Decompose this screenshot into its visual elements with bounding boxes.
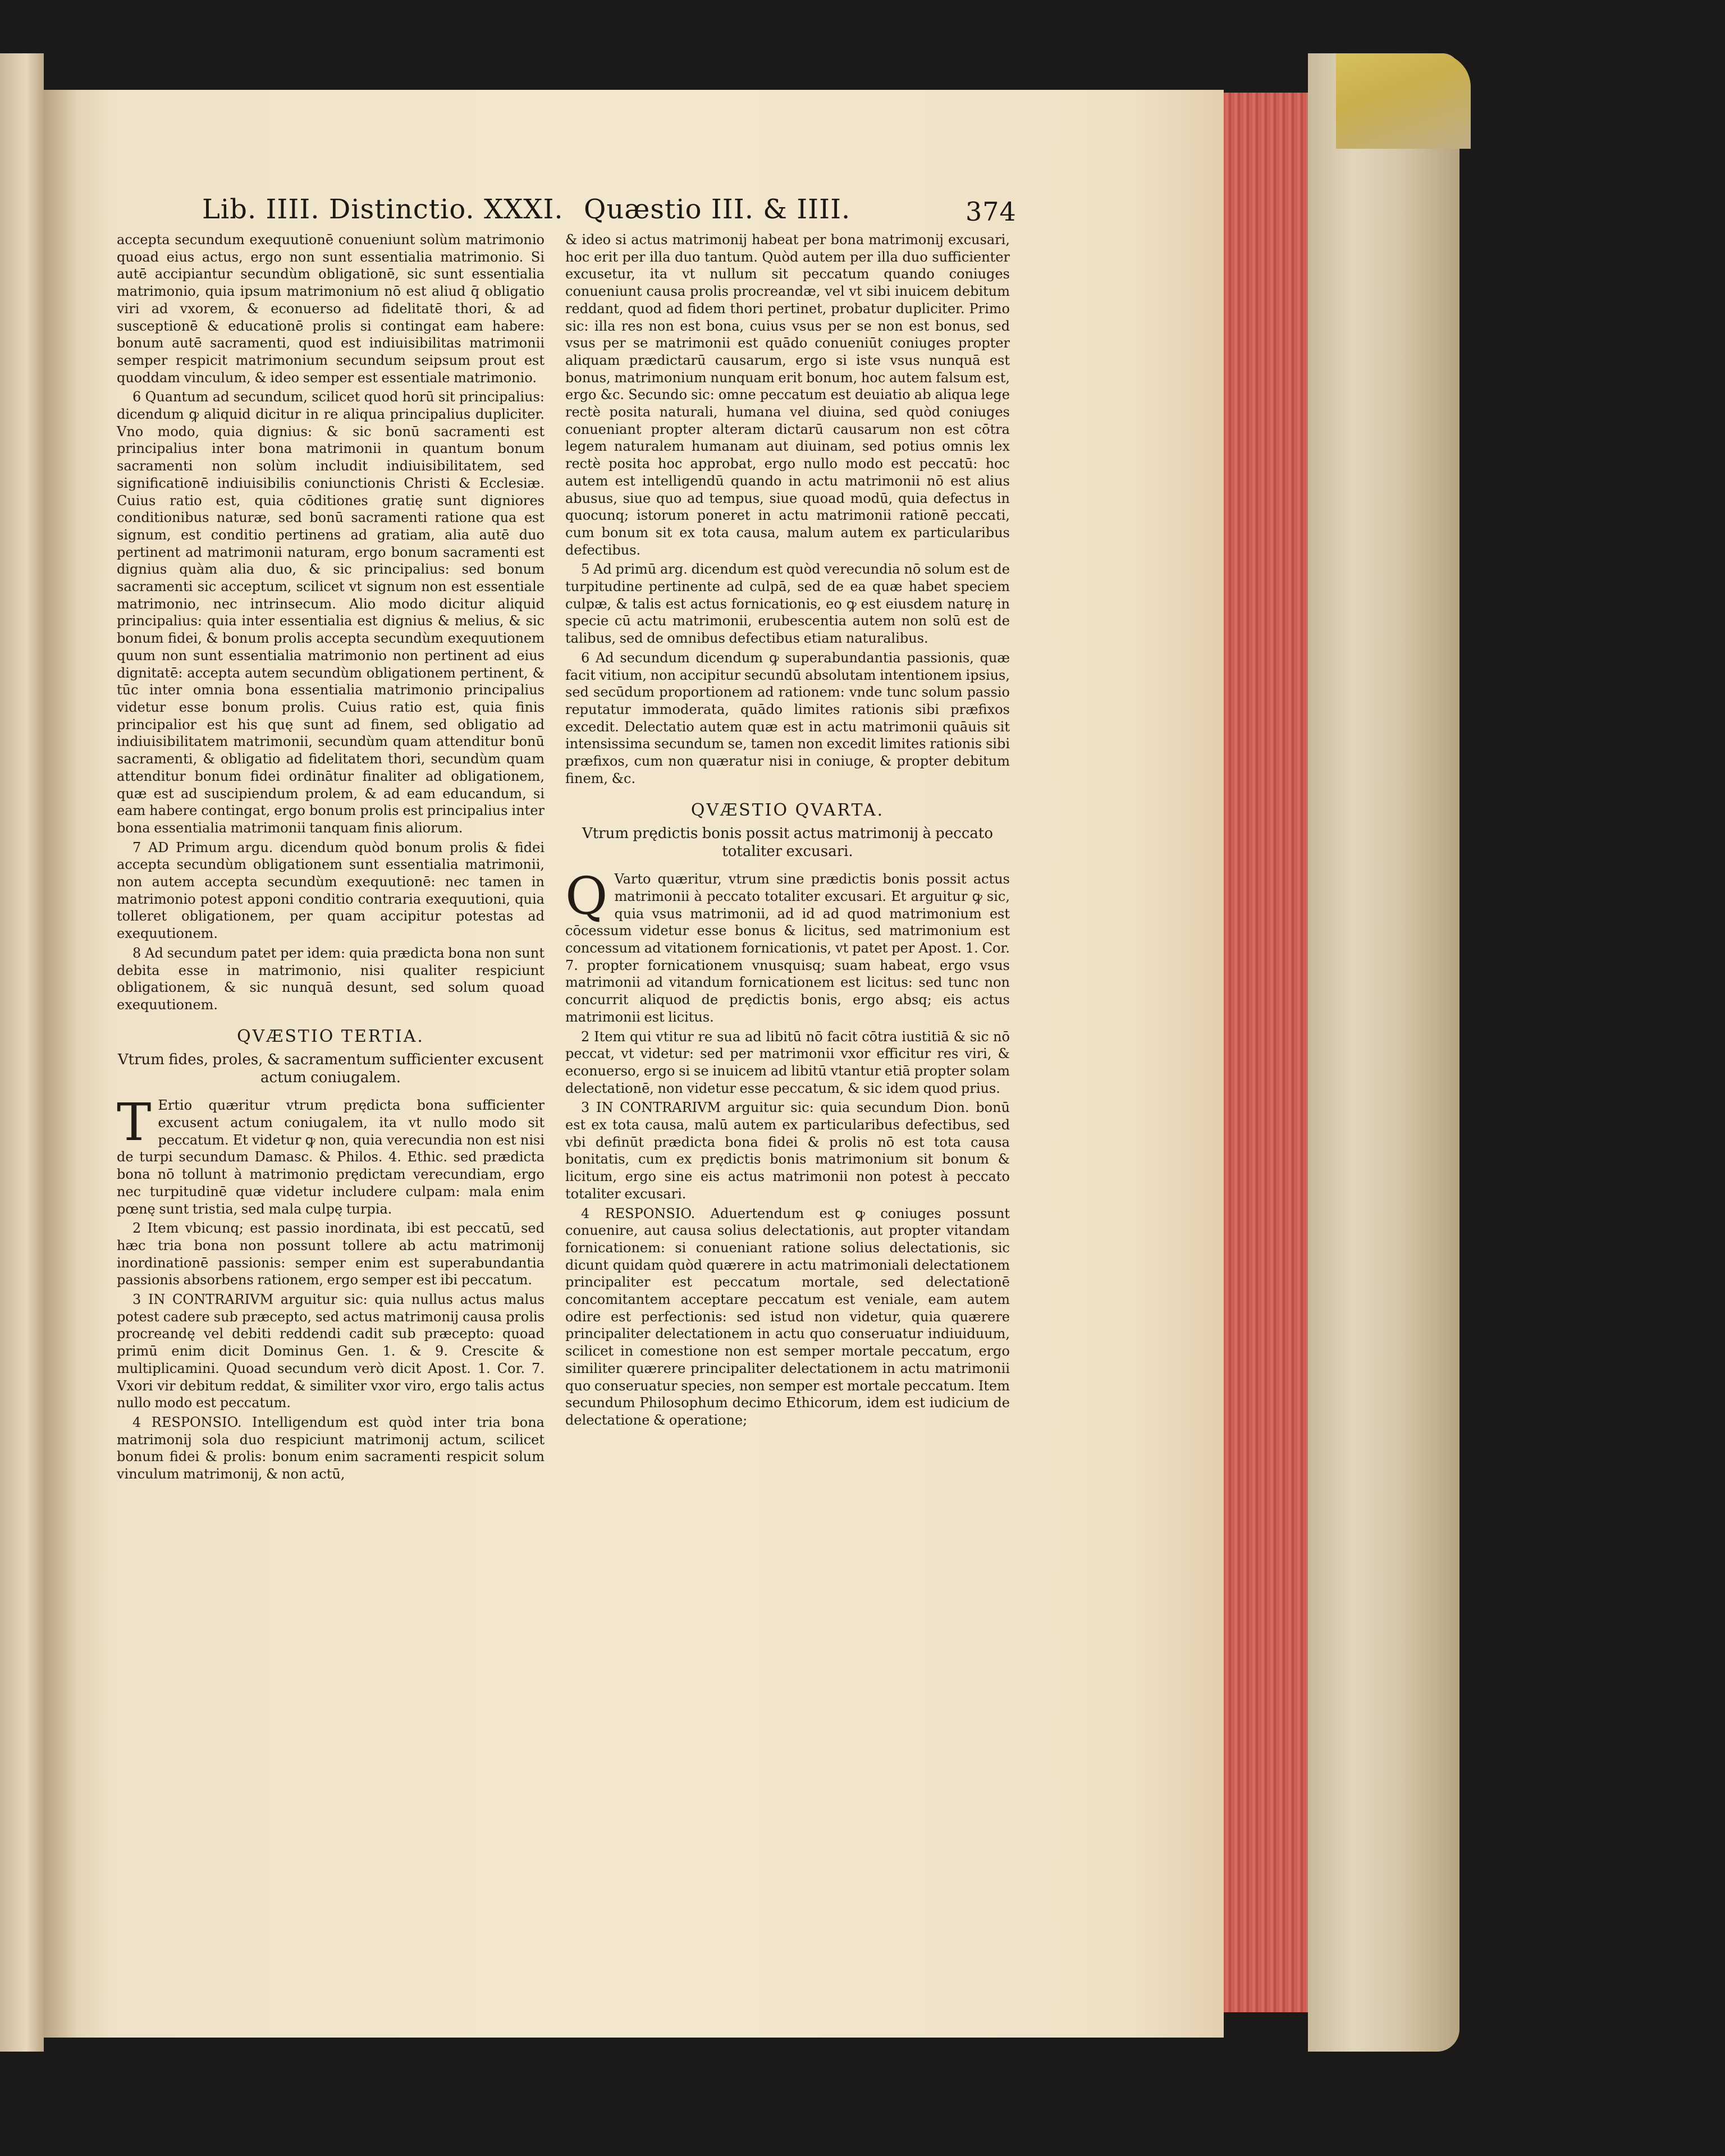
question-title: QVÆSTIO TERTIA. <box>237 1026 424 1046</box>
paragraph: 5 Ad primū arg. dicendum est quòd verecundia nō solum est de turpitudine pertinente ad culpā, sed de ea quæ habet speciem culpæ, & talis est actus fornicationis, eo ꝙ est eiusdem naturę in specie cū actu matrimonii, erubescentia autem non solū est de talibus, sed de omnibus defectibus etiam naturalibus. <box>565 561 1010 647</box>
paragraph: accepta secundum exequutionē conueniunt solùm matrimonio quoad eius actus, ergo non sunt essentialia matrimonio. Si autē accipiantur secundùm obligationē, sic sunt essentialia matrimonio, quia ipsum matrimonium nō est aliud q̄ obligatio viri ad vxorem, & econuerso ad fidelitatē thori, & ad susceptionē & educationē prolis si contingat eam habere: bonum autē sacramenti, quod est indiuisibilitas matrimonii semper respicit matrimonium secundum seipsum prout est quoddam vinculum, & ideo semper est essentiale matrimonio. <box>117 232 545 386</box>
question-subtitle: Vtrum prędictis bonis possit actus matrimonij à peccato totaliter excusari. <box>582 825 994 860</box>
paragraph: 3 IN CONTRARIVM arguitur sic: quia secundum Dion. bonū est ex tota causa, malū autem ex particularibus defectibus, sed vbi definūt prædicta bona fidei & prolis nō est tota causa bonitatis, cum ex prędictis bonis matrimonium sit bonum & licitum, ergo sine eis actus matrimonii non potest à peccato totaliter excusari. <box>565 1100 1010 1202</box>
gutter-shadow <box>44 90 77 2038</box>
left-column <box>117 231 545 1485</box>
facing-page-edge <box>0 53 44 2052</box>
paragraph: 7 AD Primum argu. dicendum quòd bonum prolis & fidei accepta secundùm obligationem sunt essentialia matrimonii, non autem accepta secundùm exequutionē: nec tamen in matrimonio potest apponi conditio contraria exequutioni, quia tolleret obligationem, per quam accipitur potestas ad exequutionem. <box>117 839 545 942</box>
question-title: QVÆSTIO QVARTA. <box>690 800 885 820</box>
paragraph: 2 Item qui vtitur re sua ad libitū nō facit cōtra iustitiā & sic nō peccat, vt videtur: sed per matrimonii vxor efficitur res viri, & econuerso, ergo si se inuicem ad libitū vtantur etiā propter solam delectationē, non videtur esse peccatum, & sic idem quod prius. <box>565 1028 1010 1096</box>
cover-corner <box>1336 53 1471 149</box>
right-column <box>565 231 1010 1431</box>
paragraph: 2 Item vbicunq; est passio inordinata, ibi est peccatū, sed hæc tria bona non possunt tollere ab actu matrimonij inordinationē passionis: semper enim est superabundantia passionis absorbens rationem, ergo semper est ibi peccatum. <box>117 1220 545 1288</box>
running-head-right: Quæstio III. & IIII. <box>584 194 851 225</box>
question-subtitle: Vtrum fides, proles, & sacramentum sufficienter excusent actum coniugalem. <box>117 1051 544 1087</box>
paragraph: & ideo si actus matrimonij habeat per bona matrimonij excusari, hoc erit per illa duo tantum. Quòd autem per illa duo sufficienter excusetur, ita vt nullum sit peccatum quando coniuges conueniunt causa prolis procreandæ, vel vt sibi inuicem debitum reddant, quod ad fidem thori pertinet, probatur dupliciter. Primo sic: illa res non est bona, cuius vsus per se non est bonus, sed vsus per se matrimonii est quādo conueniūt coniuges propter aliquam prædictarū causarum, ergo si iste vsus nunquā est bonus, matrimonium nunquam erit bonum, hoc autem falsum est, ergo &c. Secundo sic: omne peccatum est deuiatio ab aliqua lege rectè posita naturali, humana vel diuina, sed quòd coniuges conueniant propter alteram dictarū causarum non est cōtra legem naturalem humanam aut diuinam, sed potius omnis lex rectè posita hoc approbat, ergo nullo modo est peccatū: hoc autem est intelligendū quando in actu matrimonii nō est alius abusus, siue quo ad tempus, siue quoad modū, quia defectus in quocunq; istorum poneret in actu matrimonii rationē peccati, cum bonum sit ex tota causa, malum autem ex particularibus defectibus. <box>565 232 1010 558</box>
folio-number: 374 <box>966 196 1017 227</box>
paragraph: 4 RESPONSIO. Aduertendum est ꝙ coniuges possunt conuenire, aut causa solius delectationis, aut propter vitandam fornicationem: si conueniant ratione solius delectationis, sic dicunt quidam quòd quærere in actu matrimoniali delectationem principaliter est peccatum mortale, sed delectationē concomitantem acceptare peccatum est veniale, eam autem odire est perfectionis: sed istud non videtur, quia quærere principaliter delectationem in actu quo conseruatur indiuiduum, scilicet in comestione non est semper mortale peccatum, ergo similiter quærere principaliter delectationem in actu matrimonii quo conseruatur species, non semper est mortale peccatum. Item secundum Philosophum decimo Ethicorum, idem est iudicium de delectatione & operatione; <box>565 1205 1010 1428</box>
vellum-cover <box>1308 53 1459 2052</box>
paragraph: 6 Quantum ad secundum, scilicet quod horū sit principalius: dicendum ꝙ aliquid dicitur in re aliqua principalius dupliciter. Vno modo, quia dignius: & sic bonū sacramenti est principalius inter bona matrimonii in quantum bonum sacramenti non solùm includit indiuisibilitatem, sed significationē indiuisibilis coniunctionis Christi & Ecclesiæ. Cuius ratio est, quia cōditiones gratię sunt digniores conditionibus naturæ, sed bonū sacramenti ratione qua est signum, est conditio pertinens ad gratiam, alia autē duo pertinent ad matrimonii naturam, ergo bonum sacramenti est dignius quàm alia duo, & sic principalius: sed bonum sacramenti sic acceptum, scilicet vt signum non est essentiale matrimonio, nec intrinsecum. Alio modo dicitur aliquid principalius: quia inter essentialia est dignius & melius, & sic bonum fidei, & bonum prolis accepta secundùm exequutionem quum non sunt essentialia matrimonio non pertinent ad eius dignitatē: accepta autem secundùm obligationem pertinent, & tūc inter omnia bona essentialia matrimonio principalius videtur esse bonum prolis. Cuius ratio est, quia finis principalior est his quę sunt ad finem, sed obligatio ad indiuisibilitatem matrimonii, secundùm quam attenditur bonū sacramenti, & obligatio ad fidelitatem thori, secundùm quam attenditur bonum fidei ordinātur finaliter ad obligationem, quæ est ad suscipiendum prolem, & ad eam educandum, si eam habere contingat, ergo bonum prolis est principalius inter bona essentialia matrimonii tanquam finis aliorum. <box>117 389 545 836</box>
paragraph: Varto quæritur, vtrum sine prædictis bonis possit actus matrimonii à peccato totaliter excusari. Et arguitur ꝙ sic, quia vsus matrimonii, ad id ad quod matrimonium est cōcessum videtur esse bonus & licitus, sed matrimonium est concessum ad vitationem fornicationis, vt patet per Apost. 1. Cor. 7. propter fornicationem vnusquisq; suam habeat, ergo vsus matrimonii ad vitandum fornicationem est licitus: sed tunc non concurrit aliquod de prędictis bonis, ergo absq; eis actus matrimonii est licitus. <box>565 871 1010 1025</box>
paragraph: 4 RESPONSIO. Intelligendum est quòd inter tria bona matrimonij sola duo respiciunt matrimonij actum, scilicet bonum fidei & prolis: bonum enim sacramenti respicit solum vinculum matrimonij, & non actū, <box>117 1415 545 1482</box>
drop-cap: Q <box>565 866 608 927</box>
paragraph: 6 Ad secundum dicendum ꝙ superabundantia passionis, quæ facit vitium, non accipitur secundū absolutam intentionem ipsius, sed secūdum proportionem ad rationem: vnde tunc solum passio reputatur immoderata, quādo limites rationis sibi præfixos excedit. Delectatio autem quæ est in actu matrimonii quāuis sit intensissima secundum se, tamen non excedit limites rationis sibi præfixos, cum non quæratur nisi in coniuge, & propter debitum finem, &c. <box>565 649 1010 786</box>
paragraph: 8 Ad secundum patet per idem: quia prædicta bona non sunt debita esse in matrimonio, nisi qualiter respiciunt obligationem, & sic nunquā desunt, sed solum quoad exequutionem. <box>117 945 545 1013</box>
paragraph: Ertio quæritur vtrum prędicta bona sufficienter excusent actum coniugalem, ita vt nullo modo sit peccatum. Et videtur ꝙ non, quia verecundia non est nisi de turpi secundum Damasc. & Philos. 4. Ethic. sed prædicta bona nō tollunt à matrimonio prędictam verecundiam, ergo nec turpitudinē quæ videtur includere culpam: mala enim pœnę sunt tristia, sed mala culpę turpia. <box>117 1097 545 1217</box>
running-head-left: Lib. IIII. Distinctio. XXXI. <box>202 194 564 225</box>
paragraph: 3 IN CONTRARIVM arguitur sic: quia nullus actus malus potest cadere sub præcepto, sed actus matrimonij causa prolis procreandę vel debiti reddendi cadit sub præcepto: quoad primū enim dicit Dominus Gen. 1. & 9. Crescite & multiplicamini. Quoad secundum verò dicit Apost. 1. Cor. 7. Vxori vir debitum reddat, & similiter vxor viro, ergo talis actus nullo modo est peccatum. <box>117 1292 545 1411</box>
red-page-edges <box>1224 93 1308 2012</box>
drop-cap: T <box>117 1092 152 1153</box>
